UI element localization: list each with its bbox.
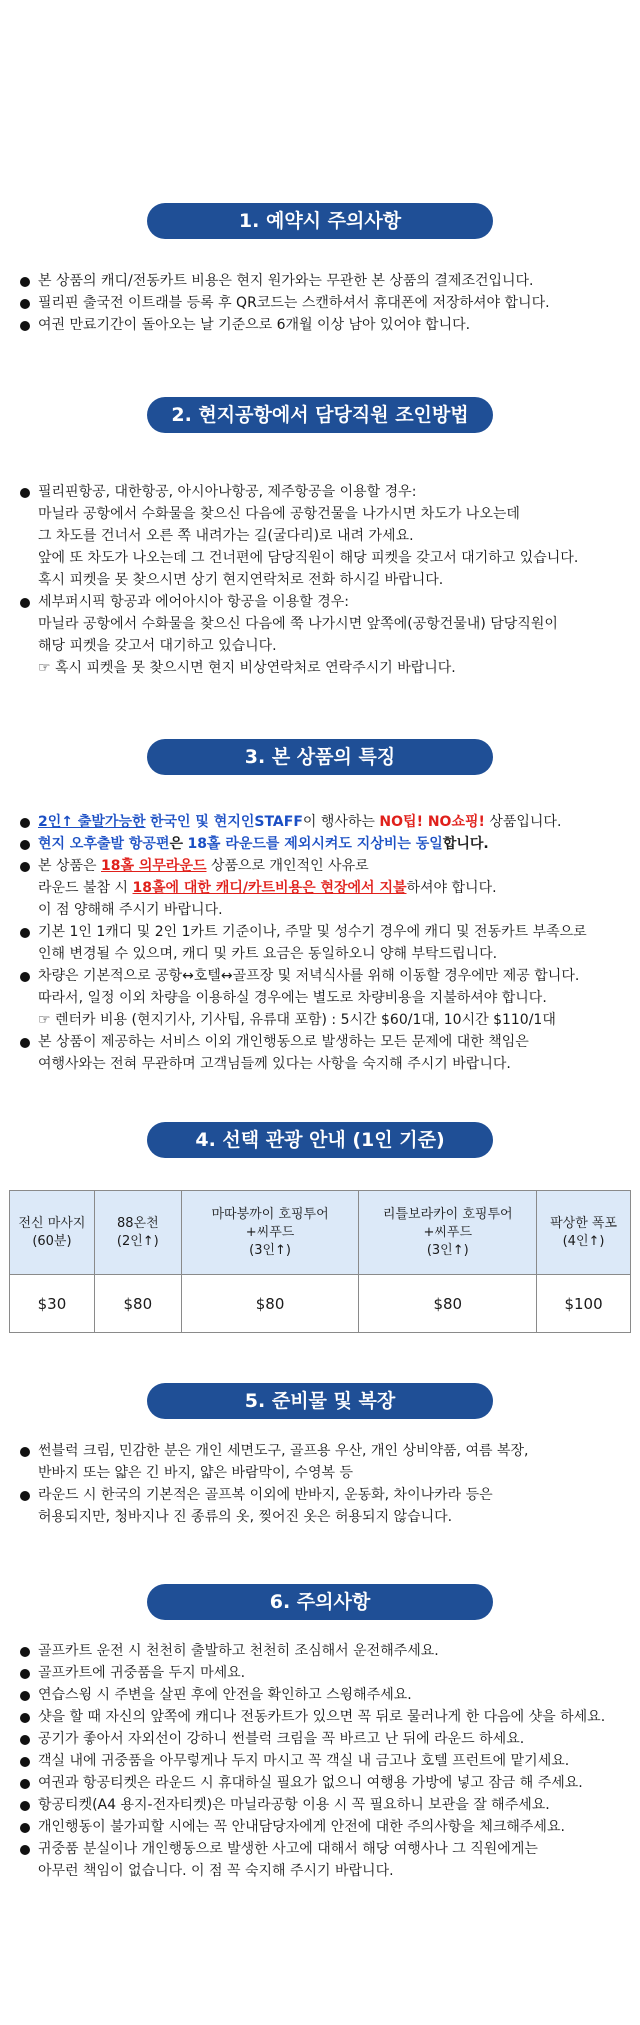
section-2-list — [18, 481, 628, 679]
text-line: 라운드 불참 시 18홀에 대한 캐디/카트비용은 현장에서 지불하셔야 합니다. — [38, 880, 497, 896]
table-cell: $80 — [94, 1275, 181, 1333]
bullet-icon — [20, 299, 30, 309]
text-line: 인해 변경될 수 있으며, 캐디 및 카트 요금은 동일하오니 양해 부탁드립니다. — [38, 946, 498, 962]
list-item: 여권 만료기간이 돌아오는 날 기준으로 6개월 이상 남아 있어야 합니다. — [18, 314, 628, 336]
text-line: 아무런 책임이 없습니다. 이 점 꼭 숙지해 주시기 바랍니다. — [38, 1863, 394, 1879]
text-line: 앞에 또 차도가 나오는데 그 건너편에 담당직원이 해당 피켓을 갖고서 대기하고 있습니다. — [38, 550, 579, 566]
bullet-icon — [20, 1669, 30, 1679]
section-6-title: 6. 주의사항 — [147, 1584, 493, 1620]
section-3-list — [18, 811, 628, 1075]
section-5-list — [18, 1440, 628, 1528]
list-item: 기본 1인 1캐디 및 2인 1카트 기준이나, 주말 및 성수기 경우에 캐디 및 전동카트 부족으로 — [18, 921, 628, 943]
bullet-icon — [20, 972, 30, 982]
bullet-icon — [20, 1735, 30, 1745]
section-2-title: 2. 현지공항에서 담당직원 조인방법 — [147, 397, 493, 433]
list-item: 골프카트에 귀중품을 두지 마세요. — [18, 1662, 628, 1684]
table-header-row — [10, 1191, 631, 1275]
text-line: 마닐라 공항에서 수화물을 찾으신 다음에 쭉 나가시면 앞쪽에(공항건물내) 담당직원이 — [38, 616, 558, 632]
bullet-icon — [20, 598, 30, 608]
bullet-icon — [20, 1447, 30, 1457]
bullet-icon — [20, 818, 30, 828]
list-item: 본 상품은 18홀 의무라운드 상품으로 개인적인 사유로 — [18, 855, 628, 877]
bullet-icon — [20, 1691, 30, 1701]
bullet-icon — [20, 1038, 30, 1048]
section-6-list — [18, 1640, 628, 1882]
list-item: 필리핀 출국전 이트래블 등록 후 QR코드는 스캔하셔서 휴대폰에 저장하셔야 합니다. — [18, 292, 628, 314]
section-5-title: 5. 준비물 및 복장 — [147, 1383, 493, 1419]
bullet-icon — [20, 277, 30, 287]
bullet-icon — [20, 1845, 30, 1855]
list-item: 세부퍼시픽 항공과 에어아시아 항공을 이용할 경우: — [18, 591, 628, 613]
bullet-icon — [20, 840, 30, 850]
list-item: 여권과 항공티켓은 라운드 시 휴대하실 필요가 없으니 여행용 가방에 넣고 잠금 해 주세요. — [18, 1772, 628, 1794]
list-item: 차량은 기본적으로 공항↔호텔↔골프장 및 저녁식사를 위해 이동할 경우에만 제공 합니다. — [18, 965, 628, 987]
list-item: 라운드 시 한국의 기본적은 골프복 이외에 반바지, 운동화, 차이나카라 등은 — [18, 1484, 628, 1506]
text-line: 반바지 또는 얇은 긴 바지, 얇은 바람막이, 수영복 등 — [38, 1465, 353, 1481]
text-line: 혹시 피켓을 못 찾으시면 상기 현지연락처로 전화 하시길 바랍니다. — [38, 572, 444, 588]
list-item: 본 상품이 제공하는 서비스 이외 개인행동으로 발생하는 모든 문제에 대한 책임은 — [18, 1031, 628, 1053]
list-item: 현지 오후출발 항공편은 18홀 라운드를 제외시켜도 지상비는 동일합니다. — [18, 833, 628, 855]
table-cell: $80 — [359, 1275, 537, 1333]
table-cell: $80 — [181, 1275, 359, 1333]
list-item: 필리핀항공, 대한항공, 아시아나항공, 제주항공을 이용할 경우: — [18, 481, 628, 503]
bullet-icon — [20, 862, 30, 872]
bullet-icon — [20, 488, 30, 498]
table-cell: $100 — [537, 1275, 631, 1333]
table-header-cell: 리틀보라카이 호핑투어 +씨푸드 (3인↑) — [359, 1191, 537, 1275]
bullet-icon — [20, 321, 30, 331]
text-line: ☞ 렌터카 비용 (현지기사, 기사팁, 유류대 포함) : 5시간 $60/1대, 10시간 $110/1대 — [38, 1012, 556, 1028]
list-item: 2인↑ 출발가능한 한국인 및 현지인STAFF이 행사하는 NO팁! NO쇼핑! 상품입니다. — [18, 811, 628, 833]
table-header-cell: 전신 마사지 (60분) — [10, 1191, 95, 1275]
options-table — [9, 1190, 631, 1333]
text-line: 마닐라 공항에서 수화물을 찾으신 다음에 공항건물을 나가시면 차도가 나오는데 — [38, 506, 520, 522]
text-line: 그 차도를 건너서 오른 쪽 내려가는 길(굴다리)로 내려 가세요. — [38, 528, 414, 544]
list-item: 썬블럭 크림, 민감한 분은 개인 세면도구, 골프용 우산, 개인 상비약품, 여름 복장, — [18, 1440, 628, 1462]
text-line: 허용되지만, 청바지나 진 종류의 옷, 찢어진 옷은 허용되지 않습니다. — [38, 1509, 453, 1525]
bullet-icon — [20, 928, 30, 938]
text-line: 이 점 양해해 주시기 바랍니다. — [38, 902, 223, 918]
table-row — [10, 1275, 631, 1333]
list-item: 본 상품의 캐디/전동카트 비용은 현지 원가와는 무관한 본 상품의 결제조건입니다. — [18, 270, 628, 292]
text-line: 따라서, 일정 이외 차량을 이용하실 경우에는 별도로 차량비용을 지불하셔야 합니다. — [38, 990, 547, 1006]
table-header-cell: 팍상한 폭포 (4인↑) — [537, 1191, 631, 1275]
section-3-title: 3. 본 상품의 특징 — [147, 739, 493, 775]
bullet-icon — [20, 1647, 30, 1657]
text-line: 해당 피켓을 갖고서 대기하고 있습니다. — [38, 638, 277, 654]
text-line: ☞ 혹시 피켓을 못 찾으시면 현지 비상연락처로 연락주시기 바랍니다. — [38, 660, 456, 676]
text-line: 여행사와는 전혀 무관하며 고객님들께 있다는 사항을 숙지해 주시기 바랍니다. — [38, 1056, 511, 1072]
bullet-icon — [20, 1713, 30, 1723]
list-item: 골프카트 운전 시 천천히 출발하고 천천히 조심해서 운전해주세요. — [18, 1640, 628, 1662]
section-4-title: 4. 선택 관광 안내 (1인 기준) — [147, 1122, 493, 1158]
list-item: 개인행동이 불가피할 시에는 꼭 안내담당자에게 안전에 대한 주의사항을 체크해주세요. — [18, 1816, 628, 1838]
list-item: 귀중품 분실이나 개인행동으로 발생한 사고에 대해서 해당 여행사나 그 직원에게는 — [18, 1838, 628, 1860]
list-item: 항공티켓(A4 용지-전자티켓)은 마닐라공항 이용 시 꼭 필요하니 보관을 잘 해주세요. — [18, 1794, 628, 1816]
bullet-icon — [20, 1779, 30, 1789]
table-header-cell: 마따붕까이 호핑투어 +씨푸드 (3인↑) — [181, 1191, 359, 1275]
list-item: 샷을 할 때 자신의 앞쪽에 캐디나 전동카트가 있으면 꼭 뒤로 물러나게 한 다음에 샷을 하세요. — [18, 1706, 628, 1728]
list-item: 연습스윙 시 주변을 살핀 후에 안전을 확인하고 스윙해주세요. — [18, 1684, 628, 1706]
bullet-icon — [20, 1757, 30, 1767]
bullet-icon — [20, 1491, 30, 1501]
table-cell: $30 — [10, 1275, 95, 1333]
list-item: 공기가 좋아서 자외선이 강하니 썬블럭 크림을 꼭 바르고 난 뒤에 라운드 하세요. — [18, 1728, 628, 1750]
bullet-icon — [20, 1801, 30, 1811]
section-1-list — [18, 270, 628, 336]
list-item: 객실 내에 귀중품을 아무렇게나 두지 마시고 꼭 객실 내 금고나 호텔 프런트에 맡기세요. — [18, 1750, 628, 1772]
table-header-cell: 88온천 (2인↑) — [94, 1191, 181, 1275]
section-1-title: 1. 예약시 주의사항 — [147, 203, 493, 239]
bullet-icon — [20, 1823, 30, 1833]
